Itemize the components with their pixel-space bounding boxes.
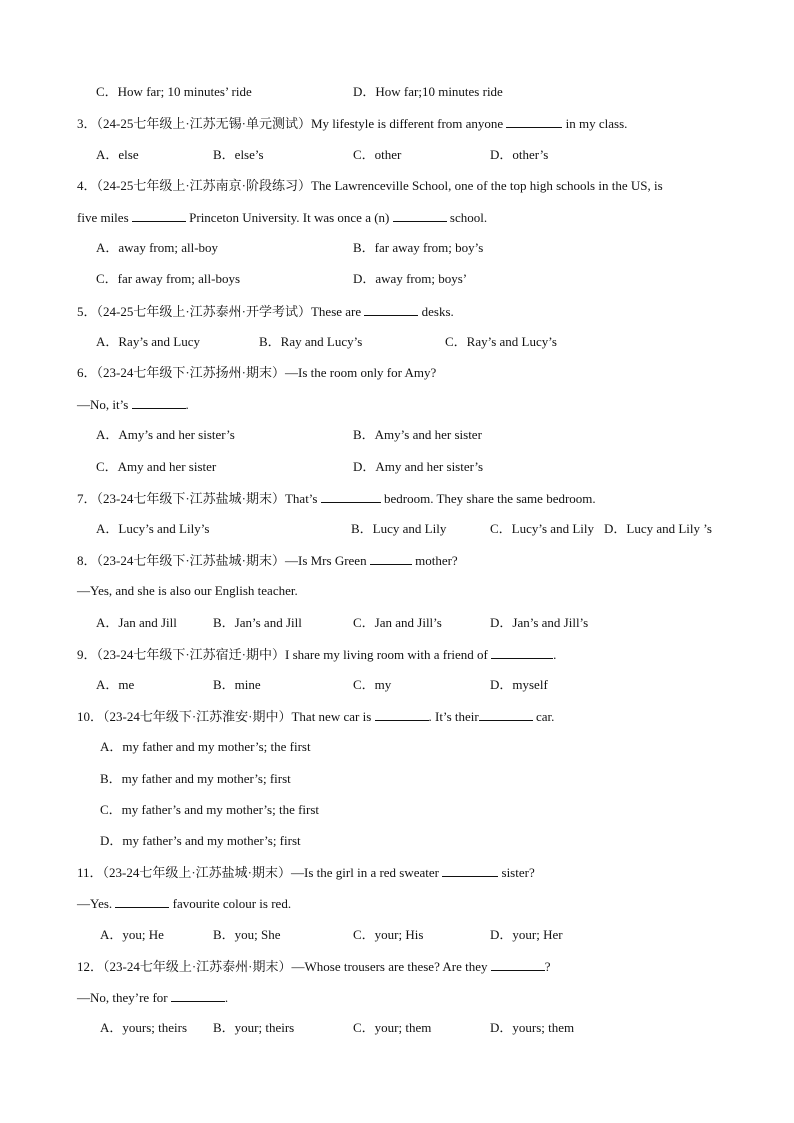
q9-option-a: A．me: [96, 677, 135, 692]
question-10-stem: [77, 708, 554, 725]
q8-option-a: A．Jan and Jill: [96, 615, 177, 630]
q3-option-b: B．else’s: [213, 147, 264, 162]
q7-option-b: B．Lucy and Lily: [351, 521, 447, 536]
q3-option-d: D．other’s: [490, 147, 549, 162]
question-6-stem: 6．（23-24七年级下·江苏扬州·期末）—Is the room only for Amy?: [77, 365, 437, 380]
answer-blank: [442, 864, 498, 877]
q2-option-c: C．How far; 10 minutes’ ride: [96, 84, 252, 99]
question-5-stem: [77, 303, 454, 320]
q12-stem-end: ?: [544, 959, 551, 974]
q4-option-a: A．away from; all-boy: [96, 240, 219, 255]
q11-stem-end: sister?: [501, 865, 535, 880]
q4-text-a: five miles: [77, 210, 129, 225]
question-7-stem: [77, 490, 596, 507]
q9-stem-text: 9．（23-24七年级下·江苏宿迁·期中）I share my living room with a friend of: [77, 647, 488, 662]
answer-blank: [364, 303, 418, 316]
q4-option-d: D．away from; boys’: [353, 271, 468, 286]
q4-text-c: school.: [449, 210, 488, 225]
q10-option-a: A．my father and my mother’s; the first: [100, 739, 311, 754]
answer-blank: [491, 958, 545, 971]
q4-text-b: Princeton University. It was once a (n): [189, 210, 390, 225]
q11-option-a: A．you; He: [100, 927, 164, 942]
q5-stem-end: desks.: [421, 304, 454, 319]
q7-option-d: D．Lucy and Lily ’s: [604, 521, 712, 536]
q7-option-a: A．Lucy’s and Lily’s: [96, 521, 210, 536]
q4-option-c: C．far away from; all-boys: [96, 271, 241, 286]
q8-stem-text: 8．（23-24七年级下·江苏盐城·期末）—Is Mrs Green: [77, 553, 367, 568]
q6-answer-text: —No, it’s: [77, 397, 129, 412]
q6-answer-end: .: [185, 397, 189, 412]
question-9-stem: [77, 646, 556, 663]
q11-option-c: C．your; His: [353, 927, 424, 942]
q12-stem-text: 12．（23-24七年级上·江苏泰州·期末）—Whose trousers are these? Are they: [77, 959, 488, 974]
q3-stem-text: 3．（24-25七年级上·江苏无锡·单元测试）My lifestyle is different from anyone: [77, 116, 504, 131]
q6-option-b: B．Amy’s and her sister: [353, 427, 482, 442]
q11-option-b: B．you; She: [213, 927, 281, 942]
q8-option-b: B．Jan’s and Jill: [213, 615, 302, 630]
question-4-stem: 4．（24-25七年级上·江苏南京·阶段练习）The Lawrenceville School, one of the top high schools in the US, is: [77, 178, 663, 193]
q6-option-a: A．Amy’s and her sister’s: [96, 427, 235, 442]
q8-stem-end: mother?: [415, 553, 458, 568]
answer-blank: [171, 989, 225, 1002]
q12-answer-text: —No, they’re for: [77, 990, 168, 1005]
q12-option-d: D．yours; them: [490, 1020, 575, 1035]
q4-option-b: B．far away from; boy’s: [353, 240, 484, 255]
q10-option-d: D．my father’s and my mother’s; first: [100, 833, 301, 848]
q12-option-c: C．your; them: [353, 1020, 432, 1035]
q9-option-d: D．myself: [490, 677, 548, 692]
q8-option-c: C．Jan and Jill’s: [353, 615, 442, 630]
q10-stem-text: 10．（23-24七年级下·江苏淮安·期中）That new car is: [77, 709, 372, 724]
question-4-stem-cont: [77, 209, 487, 226]
q8-option-d: D．Jan’s and Jill’s: [490, 615, 589, 630]
q11-answer-end: favourite colour is red.: [172, 896, 292, 911]
q5-option-a: A．Ray’s and Lucy: [96, 334, 200, 349]
q5-option-b: B．Ray and Lucy’s: [259, 334, 363, 349]
answer-blank: [370, 552, 412, 565]
answer-blank: [132, 209, 186, 222]
q7-stem-text: 7．（23-24七年级下·江苏盐城·期末）That’s: [77, 491, 318, 506]
q10-stem-end: car.: [535, 709, 555, 724]
question-6-answer: [77, 396, 189, 413]
q12-answer-end: .: [224, 990, 229, 1005]
q10-option-b: B．my father and my mother’s; first: [100, 771, 291, 786]
answer-blank: [479, 708, 533, 721]
q5-option-c: C．Ray’s and Lucy’s: [445, 334, 557, 349]
q10-stem-mid: . It’s their: [428, 709, 479, 724]
answer-blank: [491, 646, 553, 659]
answer-blank: [115, 895, 169, 908]
q6-option-d: D．Amy and her sister’s: [353, 459, 484, 474]
answer-blank: [375, 708, 429, 721]
question-12-answer: [77, 989, 228, 1006]
answer-blank: [393, 209, 447, 222]
q11-answer-text: —Yes.: [77, 896, 113, 911]
answer-blank: [321, 490, 381, 503]
question-11-answer: [77, 895, 291, 912]
question-3-stem: [77, 115, 627, 132]
q3-option-c: C．other: [353, 147, 402, 162]
question-12-stem: [77, 958, 551, 975]
q11-stem-text: 11．（23-24七年级上·江苏盐城·期末）—Is the girl in a red sweater: [77, 865, 440, 880]
q11-option-d: D．your; Her: [490, 927, 563, 942]
q6-option-c: C．Amy and her sister: [96, 459, 217, 474]
answer-blank: [506, 115, 562, 128]
answer-blank: [132, 396, 186, 409]
q9-option-c: C．my: [353, 677, 392, 692]
q9-option-b: B．mine: [213, 677, 261, 692]
q5-stem-text: 5．（24-25七年级上·江苏泰州·开学考试）These are: [77, 304, 362, 319]
question-8-answer: —Yes, and she is also our English teacher.: [77, 583, 298, 598]
q12-option-b: B．your; theirs: [213, 1020, 295, 1035]
q12-option-a: A．yours; theirs: [100, 1020, 188, 1035]
q9-stem-end: .: [553, 647, 557, 662]
q3-option-a: A．else: [96, 147, 139, 162]
q3-stem-end: in my class.: [565, 116, 628, 131]
q7-stem-end: bedroom. They share the same bedroom.: [383, 491, 596, 506]
q10-option-c: C．my father’s and my mother’s; the first: [100, 802, 320, 817]
question-11-stem: [77, 864, 535, 881]
question-8-stem: [77, 552, 458, 569]
q7-option-c: C．Lucy’s and Lily: [490, 521, 594, 536]
q2-option-d: D．How far;10 minutes ride: [353, 84, 503, 99]
